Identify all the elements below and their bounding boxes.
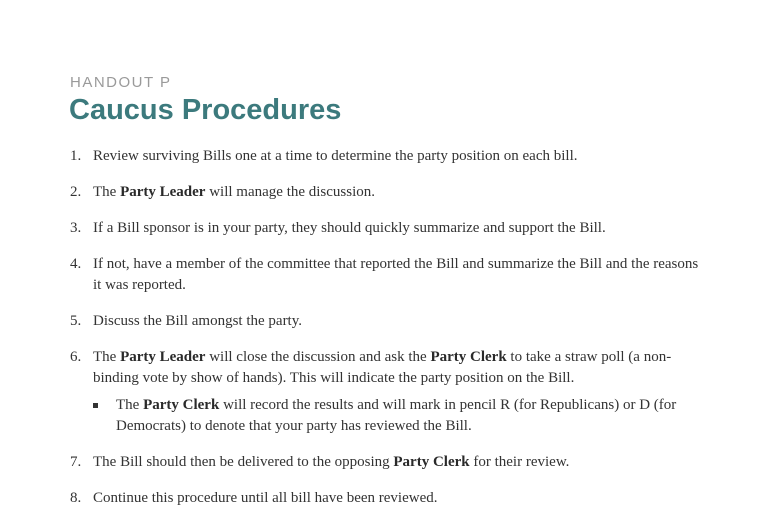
step-number: 3. bbox=[70, 220, 82, 236]
handout-label: HANDOUT P bbox=[70, 74, 172, 91]
page-title: Caucus Procedures bbox=[69, 94, 342, 126]
role-party-leader: Party Leader bbox=[120, 184, 206, 200]
step-number: 5. bbox=[70, 313, 82, 329]
step-text: The bbox=[93, 349, 121, 365]
step-number: 7. bbox=[70, 454, 82, 470]
procedure-step-5 bbox=[70, 311, 710, 332]
sub-text: will record the results and will mark in pencil R (for Republicans) or D (for Democrats) to denote that your party has reviewed the Bill. bbox=[116, 397, 677, 434]
step-number: 2. bbox=[70, 184, 82, 200]
procedure-step-7 bbox=[70, 452, 710, 473]
step-text: The Bill should then be delivered to the opposing bbox=[93, 454, 394, 470]
step-text: for their review. bbox=[469, 454, 570, 470]
sub-text: The bbox=[116, 397, 144, 413]
procedure-step-3 bbox=[70, 218, 710, 239]
procedure-step-1 bbox=[70, 146, 710, 167]
role-party-leader: Party Leader bbox=[120, 349, 206, 365]
role-party-clerk: Party Clerk bbox=[430, 349, 507, 365]
step-number: 4. bbox=[70, 256, 82, 272]
step-text: to take a straw poll (a non-binding vote by show of hands). This will indicate the party position on the Bill. bbox=[93, 349, 672, 386]
step-text: The bbox=[93, 184, 121, 200]
sub-item bbox=[93, 395, 710, 437]
role-party-clerk: Party Clerk bbox=[143, 397, 220, 413]
step-text: If not, have a member of the committee that reported the Bill and summarize the Bill and the reasons it was reported. bbox=[93, 256, 699, 293]
step-number: 1. bbox=[70, 148, 82, 164]
step-text: Discuss the Bill amongst the party. bbox=[93, 313, 303, 329]
sub-list bbox=[93, 395, 710, 437]
square-bullet-icon bbox=[93, 403, 98, 408]
step-text: If a Bill sponsor is in your party, they should quickly summarize and support the Bill. bbox=[93, 220, 606, 236]
step-text: Continue this procedure until all bill have been reviewed. bbox=[93, 490, 438, 506]
step-number: 8. bbox=[70, 490, 82, 506]
role-party-clerk: Party Clerk bbox=[393, 454, 470, 470]
step-text: will close the discussion and ask the bbox=[205, 349, 431, 365]
step-number: 6. bbox=[70, 349, 82, 365]
procedure-step-6 bbox=[70, 347, 710, 437]
procedure-step-8 bbox=[70, 488, 710, 509]
step-text: will manage the discussion. bbox=[205, 184, 376, 200]
step-text: Review surviving Bills one at a time to determine the party position on each bill. bbox=[93, 148, 578, 164]
procedure-step-4 bbox=[70, 254, 710, 296]
procedure-step-2 bbox=[70, 182, 710, 203]
procedure-list bbox=[70, 146, 710, 524]
